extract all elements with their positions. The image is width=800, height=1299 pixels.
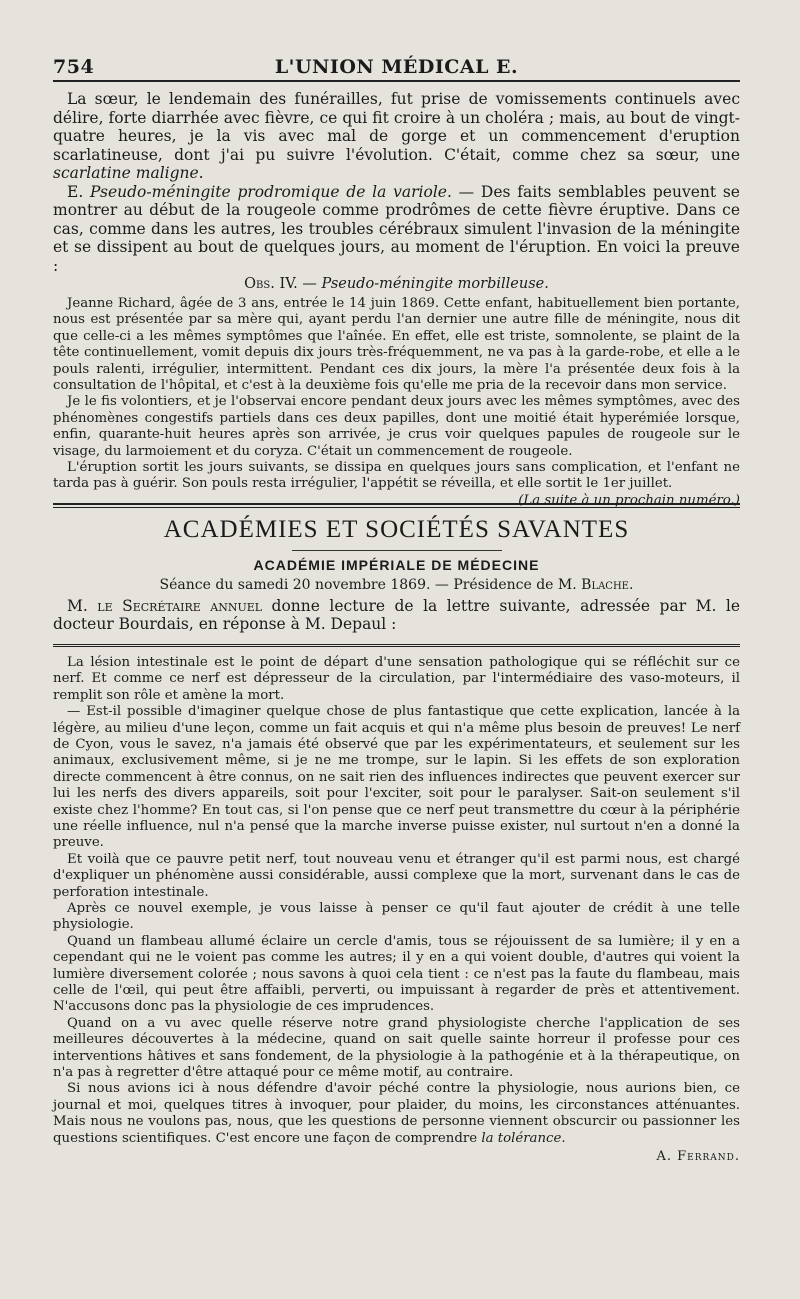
observation-label: Obs. IV. — [244,276,322,292]
paragraph-text: — Des faits semblables peuvent se montrer au début de la rougeole comme prodrômes de cette fièvre éruptive. Dans ce cas, comme dans les autres, les troubles cérébraux simulent l'invasion de la méningite et se dissipent au bout de quelques jours, au moment de l'éruption. En voici la preuve : [53,182,740,275]
section-title: ACADÉMIES ET SOCIÉTÉS SAVANTES [163,515,630,543]
italic-term: scarlatine maligne. [53,164,204,182]
paragraph-text: La sœur, le lendemain des funérailles, fut prise de vomissements continuels avec délire, forte diarrhée avec fièvre, ce qui fit croire à un choléra ; mais, au bout de vingt-quatre heures, je la vis avec mal de gorge et un commencement d'eruption scarlatineuse, dont j'ai pu suivre l'évolution. C'était, comme chez sa sœur, une [53,90,740,164]
letter-paragraph-5: Quand un flambeau allumé éclaire un cercle d'amis, tous se réjouissent de sa lumière; il y en a cependant qui ne le voient pas comme les autres; il y en a qui voient double, d'autres qui voient la lumière diversement colorée ; nous savons à quoi cela tient : ce n'est pas la faute du flambeau, mais celle de l'œil, qui peut être affaibli, perverti, ou impuissant à regarder de près et attentivement. N'accusons donc pas la physiologie de ces imprudences. [53,933,740,1015]
letter-paragraph-1: La lésion intestinale est le point de départ d'une sensation pathologique qui se réfléchit sur ce nerf. Et comme ce nerf est dépresseur de la circulation, par l'intermédiaire des vaso-moteurs, il remplit son rôle et amène la mort. [53,654,740,703]
letter-divider [53,644,740,647]
letter-paragraph-4: Après ce nouvel exemple, je vous laisse à penser ce qu'il faut ajouter de crédit à une telle physiologie. [53,900,740,933]
observation-paragraph-2: Je le fis volontiers, et je l'observai encore pendant deux jours avec les mêmes symptômes, avec des phénomènes congestifs partiels dans ces deux papilles, dont une moitié était hyperémiée lorsque, enfin, quarante-huit heures après son arrivée, je crus voir quelques papules de rougeole sur le visage, du larmoiement et du coryza. C'était un commencement de rougeole. [53,394,740,459]
observation-title [53,276,740,292]
journal-title: L'UNION MÉDICAL E. [274,56,519,78]
seance-line [53,577,740,593]
paragraph-pseudo-meningitis [53,183,740,276]
running-header [53,46,740,80]
academy-title: ACADÉMIE IMPÉRIALE DE MÉDECINE [253,556,540,573]
intro-prefix: M. [67,596,98,615]
paragraph-text: L'éruption sortit les jours suivants, se dissipa en quelques jours sans complication, et l'enfant ne tarda pas à guérir. Son pouls resta irrégulier, l'appétit se réveilla, et elle sortit le 1er juillet. [53,460,740,492]
paragraph-sister-case [53,90,740,183]
academy-intro [53,597,740,634]
letter-paragraph-7 [53,1081,740,1147]
observation-paragraph-1: Jeanne Richard, âgée de 3 ans, entrée le 14 juin 1869. Cette enfant, habituellement bien portante, nous est présentée par sa mère qui, ayant perdu l'an dernier une autre fille de méningite, nous dit que celle-ci a les mêmes symptômes que l'aînée. En effet, elle est triste, somnolente, se plaint de la tête continuellement, vomit depuis dix jours très-fréquemment, ne va pas à la garde-robe, et elle a le pouls ralenti, irrégulier, intermittent. Pendant ces dix jours, la mère l'a présentée deux fois à la consultation de l'hôpital, et c'est à la deuxième fois qu'elle me pria de la recevoir dans mon service. [53,296,740,394]
paragraph-text: Si nous avions ici à nous défendre d'avoir péché contre la physiologie, nous aurions bien, ce journal et moi, quelques titres à invoquer, pour plaider, du moins, les circonstances atténuantes. Mais nous ne voulons pas, nous, que les questions de personne viennent obscurcir ou passionner les questions scientifiques. C'est encore une façon de comprendre [53,1081,740,1146]
continued-note: (La suite à un prochain numéro.) [518,492,740,508]
letter-paragraph-2: — Est-il possible d'imaginer quelque chose de plus fantastique que cette explication, lancée à la légère, au milieu d'une leçon, comme un fait acquis et qui n'a même plus besoin de preuves! Le nerf de Cyon, vous le savez, n'a jamais été observé que par les expérimentateurs, et seulement sur les animaux, exclusivement même, si je ne me trompe, sur le lapin. Si les effets de son exploration directe commencent à être connus, on ne sait rien des influences indirectes que peuvent exercer sur lui les nerfs des divers appareils, soit pour l'exciter, soit pour le paralyser. Sait-on seulement s'il existe chez l'homme? En tout cas, si l'on pense que ce nerf peut transmettre du cœur à la périphérie une réelle influence, nul n'a pensé que la marche inverse puisse exister, nul surtout n'en a donné la preuve. [53,704,740,851]
observation-paragraph-3 [53,460,740,508]
italic-term: la tolérance. [481,1130,566,1146]
seance-text: Séance du samedi 20 novembre 1869. — Présidence de M. [159,576,582,593]
page-number: 754 [53,56,95,78]
letter-paragraph-6: Quand on a vu avec quelle réserve notre grand physiologiste cherche l'application de ses meilleures découvertes à la médecine, quand on sait quelle sainte horreur il professe pour ces interventions hâtives et sans fondement, de la physiologie à la pathogénie et à la thérapeutique, on n'a pas à regretter d'être attaqué pour ce même motif, au contraire. [53,1015,740,1081]
italic-heading: Pseudo-méningite prodromique de la variole. [90,182,452,201]
header-rule [53,80,740,82]
letter-paragraph-3: Et voilà que ce pauvre petit nerf, tout nouveau venu et étranger qu'il est parmi nous, est chargé d'expliquer un phénomène aussi considérable, aussi complexe que la mort, survenant dans le cas de perforation intestinale. [53,851,740,900]
intro-text: donne lecture de la lettre suivante, adressée par M. le docteur Bourdais, en réponse à M. Depaul : [53,596,740,634]
president-name: Blache. [581,576,634,593]
intro-role: le Secrétaire annuel [97,596,263,615]
observation-name: Pseudo-méningite morbilleuse. [321,276,549,292]
title-rule [292,550,502,551]
section-letter: E. [67,182,91,201]
author-signature: A. Ferrand. [656,1149,740,1165]
